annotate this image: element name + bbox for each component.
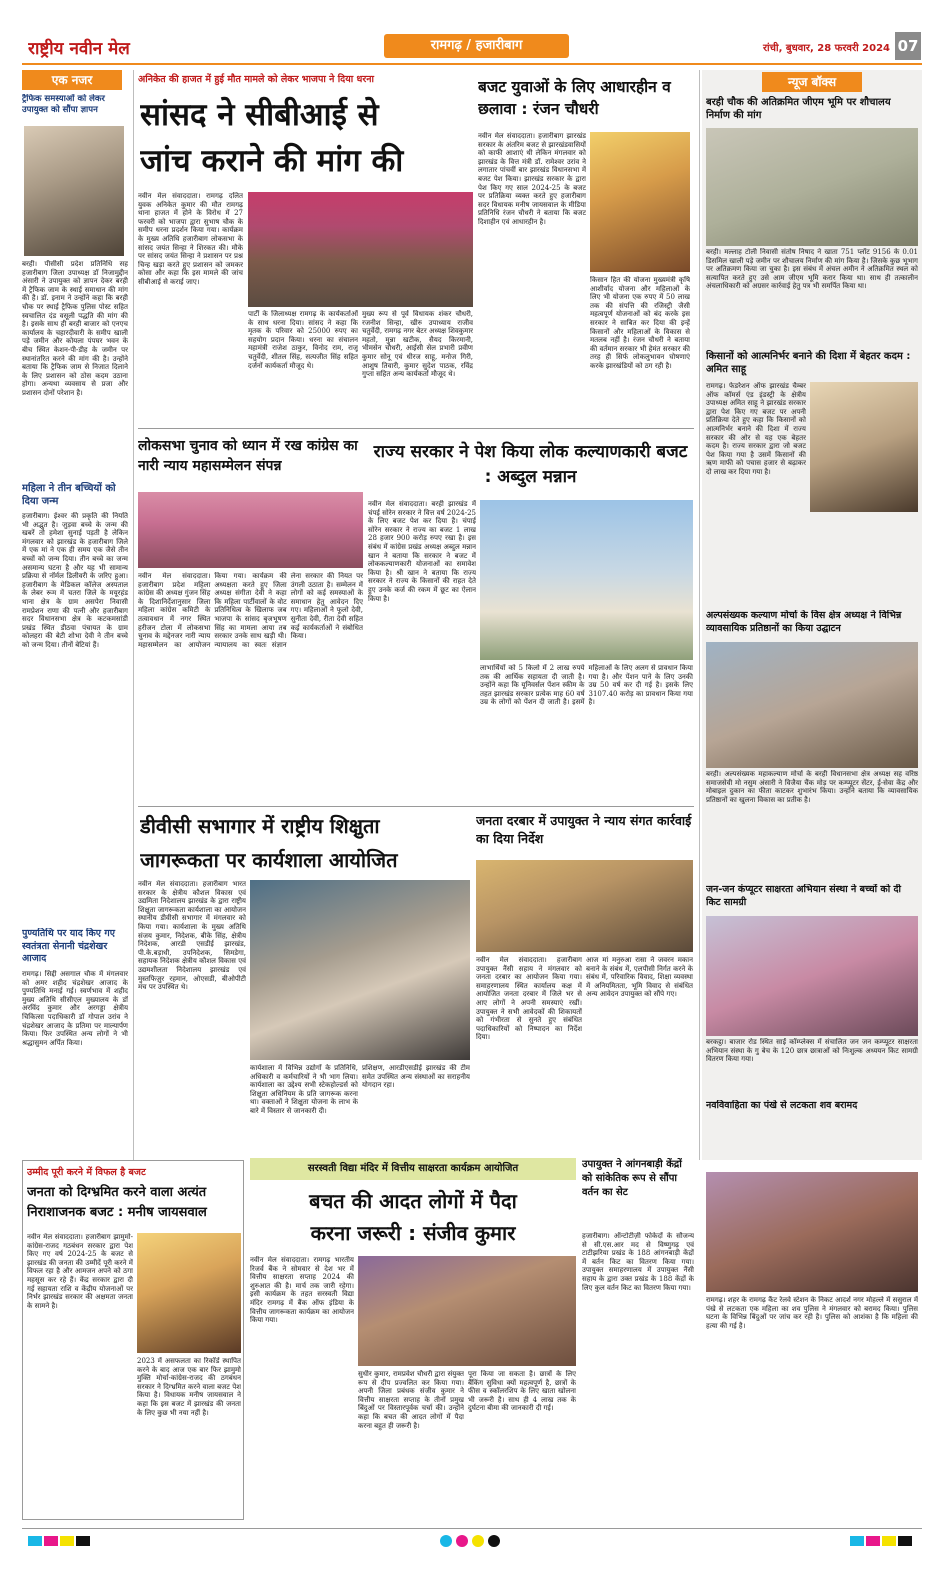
dvc-headline-1: डीवीसी सभागार में राष्ट्रीय शिक्षुता [140,814,380,838]
ranjan-photo [590,132,690,272]
news-box-story2-photo [810,382,918,512]
mannan-headline: राज्य सरकार ने पेश किया लोक कल्याणकारी बजट : अब्दुल मन्नान [373,442,688,487]
news-box-story1-photo [706,128,918,246]
ek-nazar-tab: एक नजर [22,70,122,90]
news-box-story1-body: बरही। मल्लाह टोली निवासी संतोष निषाद ने खाता 751 प्लॉट 9156 के 0.01 डिसमिल खाली पड़े जमीन पर शौचालय निर्माण की मांग किया है। जिसके कुछ भूभाग पर अतिक्रमण किया जा चुका है। इस संबंध में अंचल अमीन ने अतिक्रमित स्थल को सत्यापित करते हुए उसे आम जीएम भूमि करार किया था। साथ ही तत्कालीन अंचलाधिकारी को अग्रसर कार्रवाई हेतु पत्र भी समर्पित किया था। [706,248,918,291]
footer-rule [22,1528,922,1529]
registration-dot [456,1535,468,1547]
anganwadi-body: हजारीबाग। ऑन्टोटीज़ी फोकेदों के सौजन्य से सी.एस.आर मद से विष्णुगढ़ एवं टाटीझरिया प्रखंड के 188 आंगनबाड़ी केंद्रों में बर्तन किट का वितरण किया गया। उपायुक्त समाहरणालय में उपायुक्त नैंसी सहाय के द्वारा उक्त प्रखंड के 188 केंद्रों के लिए कुल वर्तन किट का वितरण किया गया। [582,1232,694,1292]
news-box-story3-body: बरही। अल्पसंख्यक महाकल्याण मोर्चा के बरही विधानसभा क्षेत्र अध्यक्ष सह वरिष्ठ समाजसेवी मो नसुम अंसारी ने विजैया चैंक मोड़ पर कम्प्यूटर सेंटर, ई-सेवा केंद्र और मोबाइल दुकान का फीता काटकर शुभारंभ किया। उन्होंने बताया कि व्यावसायिक प्रतिष्ठानों का खुलना विकास का प्रतीक है। [706,770,918,804]
dvc-photo [250,880,470,1060]
budget-box-body-a: नवीन मेल संवाददाता। हजारीबाग झामुमो-कांग्रेस-राजद गठबंधन सरकार द्वारा पेश किए गए वर्ष 2024-25 के बजट से झारखंड की जनता की उम्मीदें पूरी करने में विफल रहा है और आमजन अपने को ठगा महसूस कर रहे हैं। केंद्र सरकार द्वारा दी गई सहायता राशि व केंद्रीय योजनाओं पर निर्भर झारखंड सरकार की अक्षमता जनता के सामने है। [27,1233,133,1310]
ranjan-body-b: किसान हित की योजना मुख्यमंत्री कृषि आशीर्वाद योजना और महिलाओं के लिए भी योजना एक रुपए में 50 लाख तक की संपत्ति की रजिस्ट्री जैसी महत्वपूर्ण योजनाओं को बंद करके इस सरकार ने साबित कर दिया की इन्हें किसानों और महिलाओं के विकास से मतलब नहीं है। रंजन चौधरी ने बताया की वर्तमान सरकार भी हेमंत सरकार की तरह ही सिर्फ लोकलुभावन घोषणाएं करके झारखंडियों को ठग रही है। [590,276,690,370]
page-number: 07 [895,32,921,60]
dharna-photo [248,192,473,307]
janta-body-b: आज मां मनुरुआ रासा ने जवरन मकान बनाने के संबंध में, एलपीसी निर्गत करने के संबंध में, परिवारिक विवाद, शिक्षा व्यवस्था में अनियमितता, भूमि विवाद से संबंधित अन्य आवेदन उपायुक्त को सौंपे गए। [586,956,693,999]
saraswati-body-a: नवीन मेल संवाददाता। रामगढ़ भारतीय रिजर्व बैंक ने सोमवार से देश भर में वित्तीय साक्षरता सप्ताह 2024 की शुरुआत की है। मार्च तक जारी रहेगा। इसी कार्यक्रम के तहत सरस्वती विद्या मंदिर रामगढ़ में बैंक ऑफ इंडिया के वित्तीय जागरूकता कार्यक्रम का आयोजन किया गया। [250,1256,354,1325]
registration-dot [472,1535,484,1547]
saraswati-headline-1: बचत की आदत लोगों में पैदा [309,1189,517,1213]
newspaper-logo: राष्ट्रीय नवीन मेल [28,39,130,59]
ranjan-headline: बजट युवाओं के लिए आधारहीन व छलावा : रंजन चौधरी [478,78,671,118]
assembly-photo [480,500,693,660]
registration-swatch [898,1536,912,1546]
saraswati-photo [358,1256,576,1366]
news-box-story4-body: बरकट्ठा। बाजार रोड स्थित साईं कॉम्प्लेक्स में संचालित जन जन कम्प्यूटर साक्षरता अभियान संस्था के गु बेच के 120 छात्र छात्राओं को निःशुल्क अध्ययन किट सामग्री वितरण किया गया। [706,1038,918,1064]
saraswati-body-b: सुधीर कुमार, रामप्रवेश चौधरी द्वारा संयुक्त रूप से दीप प्रज्वलित कर किया गया। अपनी जिला प्रबंधक संजीव कुमार ने वित्तीय साक्षरता सप्ताह के तीनों प्रमुख बिंदुओं पर विस्तारपूर्वक चर्चा की। उन्होंने कहा कि बचत की आदत लोगों में पैदा करना बहुत ही जरूरी है। [358,1370,464,1430]
saraswati-body-c: पूरा किया जा सकता है। छात्रों के लिए बैंकिंग सुविधा क्यों महत्वपूर्ण है, छात्रों के फीस व स्कॉलरशिप के लिए खाता खोलना भी जरूरी है। साथ ही 4 लाख तक के दुर्घटना बीमा की जानकारी दी गई। [468,1370,576,1413]
portrait-photo [24,126,124,256]
news-box-story4-photo [706,916,918,1036]
registration-swatch [76,1536,90,1546]
masthead-rule [22,63,922,65]
loksabha-body: नवीन मेल संवाददाता। हजारीबाग प्रदेश महिला कांग्रेस की अध्यक्ष गुंजन सिंह के दिशानिर्देशानुसार जिला महिला कांग्रेस कमिटी के तत्वावधान में नगर स्थित हरीजन टोला में लोकसभा चुनाव के मद्देनजर नारी न्याय महासम्मेलन का आयोजन किया गया। कार्यक्रम की अध्यक्षता करते हुए जिला अध्यक्ष संगीता देवी ने कहा कि महिला पार्टीवालों के वोट प्रतिनिधित्व के खिलाफ जब भाजपा के सांसद बृजभूषण सिंह का मामला आया तब सरकार उनके साथ खड़ी थी। न्यायालय का स्वतः संज्ञान लेना सरकार की नियत पर उंगली उठाता है। सम्मेलन में लोगों को कई समस्याओं के समाधान हेतु आवेदन दिए गए। महिलाओं ने फूलो देवी, सुनीता देवी, रीता देवी सहित कई कार्यकर्ताओं ने संबोधित किया। [138,572,363,649]
story-azad-headline: पुण्यतिथि पर याद किए गए स्वतंत्रता सेनानी चंद्रशेखर आजाद [22,928,115,964]
news-box-story5-body: रामगढ़। शहर के रामगढ़ कैंट रेलवे स्टेशन के निकट आदर्श नगर मोहल्ले में ससुराल में पंखे से लटकता एक महिला का शव पुलिस ने मंगलवार को बरामद किया। पुलिस घटना के विभिन्न बिंदुओं पर जांच कर रही है। पुलिस को आशंका है कि महिला की हत्या की गई है। [706,1296,918,1330]
loksabha-headline: लोकसभा चुनाव को ध्यान में रख कांग्रेस का नारी न्याय महासम्मेलन संपन्न [138,438,358,474]
manish-photo [137,1233,241,1353]
mannan-body-b: लाभार्थियों को 5 किलो में 2 लाख रुपये तक की आर्थिक सहायता दी जाती है। उन्होंने कहा कि यूनिवर्सल पेंशन स्कीम के तहत झारखंड सरकार प्रत्येक माह 60 वर्ष उम्र के लोगों को पेंशन दी जाती है। इसमें महिलाओं के लिए अलग से प्रावधान किया गया है। और पेंशन पाने के लिए उनकी उम्र 50 वर्ष कर दी गई है। इसके लिए 3107.40 करोड़ का प्रावधान किया गया है। [480,664,693,707]
registration-swatch [866,1536,880,1546]
registration-swatch [882,1536,896,1546]
news-box-story4-headline: जन-जन कंप्यूटर साक्षरता अभियान संस्था ने बच्चों को दी किट सामग्री [706,884,901,908]
ranjan-body-a: नवीन मेल संवाददाता। हजारीबाग झारखंड सरकार के अंतरिम बजट से झारखंडवासियों को काफी आशाएं थी लेकिन मंगलवार को झारखंड के वित्त मंत्री डॉ. रामेश्वर उरांव ने लगातार पांचवीं बार झारखंड विधानसभा में बजट पेश किया। झारखंड सरकार के द्वारा पेश किए गए साल 2024-25 के बजट पर प्रतिक्रिया व्यक्त करते हुए हजारीबाग सदर विधायक मनीष जायसवाल के मीडिया प्रतिनिधि रंजन चौधरी ने बताया कि बजट दिशाहीन एवं आधारहीन है। [478,132,586,226]
registration-swatch [44,1536,58,1546]
story-traffic-body: बरही। पीसीसी प्रदेश प्रतिनिधि सह हजारीबाग जिला उपाध्यक्ष डॉ निजामुद्दीन अंसारी ने उपायुक्त को ज्ञापन देकर बरही में ट्रैफिक जाम के स्थाई समाधान की मांग की है। डॉ. इनाम ने उन्होंने कहा कि बरही चौक पर स्थाई ट्रैफिक पुलिस पोस्ट सहित स्वचालित दंड वसूली पद्धति की मांग की है। इसके साथ ही बरही बाजार को एनएच कार्यालय के चहारदीवारी के समीप खाली पड़े जमीन और कोयला पंपघर भवन के बीच स्थित केशन-पी-डीह के जमीन पर स्थानांतरित करने की मांग की है। उन्होंने बताया कि ट्रैफिक जाम से निजात दिलाने के लिए प्रशासन को ठोस कदम उठाना होगा। अन्यथा व्यवसाय से प्रजा और प्रशासन दोनों परेशान है। [22,260,128,397]
registration-strip-left [28,1536,228,1548]
loksabha-photo [138,492,363,568]
dvc-body-a: नवीन मेल संवाददाता। हजारीबाग भारत सरकार के क्षेत्रीय कौशल विकास एवं उद्यमिता निदेशालय झारखंड के द्वारा राष्ट्रीय शिक्षुता जागरूकता कार्यशाला का आयोजन स्थानीय डीवीसी सभागार में मंगलवार को किया गया। कार्यशाला के मुख्य अतिथि संजय कुमार, निदेशक, बीके सिंह, क्षेत्रीय निदेशक, आरडी एसडीई झारखंड, पी.के.बड़ाधी, उपनिदेशक, सिमडेगा, सहायक निदेशक क्षेत्रीय कौशल विकास एवं उद्यमशीलता निदेशालय झारखंड एवं मुस्तफिज़ुर रहमान, ओएसडी, बीओपीटी मंच पर उपस्थित थे। [138,880,246,992]
news-box-story2-body: रामगढ़। फेडरेशन ऑफ झारखंड चैम्बर ऑफ कॉमर्स एंड इंडस्ट्री के क्षेत्रीय उपाध्यक्ष अमित साहू ने झारखंड सरकार द्वारा पेश किए गए बजट पर अपनी प्रतिक्रिया देते हुए कहा कि किसानों को आत्मनिर्भर बनाने की दिशा में राज्य सरकार की ओर से यह एक बेहतर कदम है। राज्य सरकार द्वारा जो बजट पेश किया गया है उसमें किसानों की ऋण माफी को पचास हजार से बढ़ाकर दो लाख कर दिया गया है। [706,382,806,476]
section-rule [138,428,694,429]
column-rule [133,70,134,1160]
top-story-body-b: पार्टी के जिलाध्यक्ष रामगढ़ के कार्यकर्ताओं के साथ धरना दिया। सांसद ने कहा कि मृतक के परिवार को 25000 रुपए का सहयोग प्रदान किया। धरना का संचालन महामंत्री राजेश ठाकुर, विनोद राम, राजू चतुर्वेदी, शीतल सिंह, सत्यजीत सिंह सहित दर्जनों कार्यकर्ता मौजूद थे। [248,310,358,370]
top-story-headline-2: जांच कराने की मांग की [140,143,404,179]
budget-box-headline: जनता को दिग्भ्रमित करने वाला अत्यंत निराशाजनक बजट : मनीष जायसवाल [27,1185,207,1220]
budget-box [22,1160,244,1520]
budget-box-body-b: 2023 में असफलता का रिकॉर्ड स्थापित करने के बाद आज एक बार फिर झामुमो मुक्ति मोर्चा-कांग्रेस-राजद की ठगबंधन सरकार ने दिग्भ्रमित करने वाला बजट पेश किया है। विधायक मनीष जायसवाल ने कहा कि इस बजट में झारखंड की जनता के लिए कुछ भी नया नहीं है। [137,1357,241,1417]
registration-dot [488,1535,500,1547]
registration-swatch [850,1536,864,1546]
news-box-story5-headline: नवविवाहिता का पंखे से लटकता शव बरामद [706,1100,858,1111]
dateline: रांची, बुधवार, 28 फरवरी 2024 [762,43,890,54]
saraswati-headline-2: करना जरूरी : संजीव कुमार [310,1221,516,1245]
registration-swatch [28,1536,42,1546]
story-traffic-headline: ट्रैफिक समस्याओं को लेकर उपायुक्त को सौंपा ज्ञापन [22,94,105,115]
registration-strip-right [850,1536,920,1548]
left-column [22,70,130,1170]
story-azad-body: रामगढ़। सिद्दी असगाल चौक में मंगलवार को अमर शहीद चंद्रशेखर आजाद के पुण्यतिथि मनाई गई। स्वर्णभाव में शहीद मुख्य अतिथि सीसीएल मुख्यालय के डॉ अरविंद कुमार और अरगड्डा क्षेत्रीय चिकित्सा पदाधिकारी डॉ गोपाल उरांव ने चंद्रशेखर आजाद के प्रतिमा पर माल्यार्पण किया। फिर उपस्थित अन्य लोगों ने भी श्रद्धासुमन अर्पित किया। [22,970,128,1047]
masthead [0,30,945,68]
news-box-story5-photo [706,1172,918,1292]
top-story-body-a: नवीन मेल संवाददाता। रामगढ़ दलित युवक अनिकेत कुमार की मौत रामगढ़ थाना हाजत में होने के विरोध में 27 फरवरी को भाजपा द्वारा सुभाष चौक के समीप धरना प्रदर्शन किया गया। कार्यक्रम के मुख्य अतिथि हजारीबाग लोकसभा के सांसद जयंत सिन्हा ने शिरकत की। मौके पर सांसद जयंत सिन्हा ने प्रशासन पर प्रश्न चिन्ह खड़ा करते हुए प्रशासन को जमकर कोसा और कहा कि इस मामले की जांच सीबीआई से कराई जाए। [138,192,243,286]
anganwadi-headline: उपायुक्त ने आंगनबाड़ी केंद्रों को सांकेतिक रूप से सौंपा वर्तन का सेट [582,1159,682,1198]
saraswati-kicker-band [250,1158,576,1180]
dvc-body-b: कार्यशाला में विभिन्न उद्योगों के प्रतिनिधि, अधिकारी व कर्मचारियों ने भी भाग लिया। कार्यशाला का उद्देश्य सभी स्टेकहोल्डर्स को शिक्षुता अधिनियम के प्रति जागरूक करना था। वक्ताओं ने शिक्षुता योजना के लाभ के बारे में विस्तार से जानकारी दी। [250,1064,358,1115]
story-triplets-body: हजारीबाग। ईश्वर की प्रकृति की नियति भी अद्भुत है। जुड़वा बच्चे के जन्म की खबरें तो हमेशा सुनाई पड़ती है लेकिन मंगलवार को झारखंड के हजारीबाग जिले में एक मां ने एक ही समय एक जैसे तीन बच्चों को जन्म दिया। तीन बच्चे का जन्म असमान्य घटना है और यह भी सामान्य प्रक्रिया से नॉर्मल डिलीवरी के जरिए हुआ। हजारीबाग के मेडिकल कॉलेज अस्पताल के लेबर रूम में चतरा जिले के मयूरहंड थाना क्षेत्र के ग्राम असपेरा निवासी रामप्रेशन राणा की पत्नी और हजारीबाग सदर विधानसभा क्षेत्र के कटकमसांडी प्रखंड स्थित डीठवा पंचायत के ग्राम कोलहरा की बेटी शोभा देवी ने तीन बच्चे को जन्म दिया। तीनों बेटियां हैं। [22,512,128,649]
column-rule [699,70,700,1160]
registration-marks-center [440,1534,510,1548]
news-box-story2-headline: किसानों को आत्मनिर्भर बनाने की दिशा में बेहतर कदम : अमित साहू [706,351,911,375]
section-banner [384,34,569,58]
story-triplets-headline: महिला ने तीन बच्चियों को दिया जन्म [22,483,116,507]
section-title: रामगढ़ / हजारीबाग [430,38,523,53]
dvc-body-c: प्रशिक्षण, आरडीएसडीई झारखंड की टीम समेत उपस्थित अन्य संस्थाओं का सराहनीय योगदान रहा। [362,1064,470,1090]
janta-headline: जनता दरबार में उपायुक्त ने न्याय संगत कार्रवाई का दिया निर्देश [476,813,692,846]
section-rule [138,806,694,807]
janta-body-a: नवीन मेल संवाददाता। हजारीबाग उपायुक्त नैंसी सहाय ने मंगलवार को जनता दरबार का आयोजन किया गया। समाहरणालय स्थित कार्यालय कक्ष में आयोजित जनता दरबार में जिले भर से आए लोगों ने अपनी समस्याएं रखीं। उपायुक्त ने सभी आवेदकों की शिकायतों को गंभीरता से सुनते हुए संबंधित पदाधिकारियों को निष्पादन का निर्देश दिया। [476,956,582,1042]
news-box-tab: न्यूज बॉक्स [762,72,862,92]
dvc-headline-2: जागरूकता पर कार्यशाला आयोजित [140,848,398,872]
news-box-story1-headline: बरही चौक की अतिक्रमित जीएम भूमि पर शौचालय निर्माण की मांग [706,97,891,121]
saraswati-kicker: सरस्वती विद्या मंदिर में वित्तीय साक्षरता कार्यक्रम आयोजित [307,1163,519,1174]
top-story-body-c: मुख्य रूप से पूर्व विधायक शंकर चौधरी, रजनीश सिन्हा, खीरु उपाध्याय राजीव चतुर्वेदी, रामगढ़ नगर बेटर अध्यक्ष शिवकुमार महतो, मुन्ना खटीक, सैयद किरमानी, भीमसेन चौधरी, आईसी सेल प्रभारी प्रवीण कुमार सोनू एवं धीरज साहू, मनोज गिरी, आशुष तिवारी, कुमार सुदेश पाठक, रविंद्र गुप्ता सहित अन्य कार्यकर्ता मौजूद थे। [362,310,473,379]
registration-dot [440,1535,452,1547]
news-box-story3-headline: अल्पसंख्यक कल्याण मोर्चा के विस क्षेत्र अध्यक्ष ने विभिन्न व्यावसायिक प्रतिष्ठानों का किया उद्घाटन [706,610,902,634]
top-story-kicker: अनिकेत की हाजत में हुई मौत मामले को लेकर भाजपा ने दिया धरना [138,74,374,85]
news-box-story3-photo [706,642,918,768]
mannan-body-a: नवीन मेल संवाददाता। बरही झारखंड में चंपई सोरेन सरकार ने वित्त वर्ष 2024-25 के लिए बजट पेश कर दिया है। चंपाई सोरेन सरकार ने राज्य का बजट 1 लाख 28 हजार 900 करोड़ रुपए रखा है। इस संबंध में कांग्रेस प्रखंड अध्यक्ष अब्दुल मन्नान खान ने बताया कि सरकार ने बजट में लोककल्याणकारी योजनाओं का समावेश किया है। श्री खान ने बताया कि राज्य सरकार ने राज्य के किसानों की राहत देते हुए उनके कर्ज की रकम में छूट का ऐलान किया है। [368,500,476,603]
top-story-headline-1: सांसद ने सीबीआई से [140,97,379,133]
news-box [702,70,922,1160]
budget-box-kicker: उम्मीद पूरी करने में विफल है बजट [27,1167,146,1178]
registration-swatch [60,1536,74,1546]
janta-photo [476,860,693,952]
